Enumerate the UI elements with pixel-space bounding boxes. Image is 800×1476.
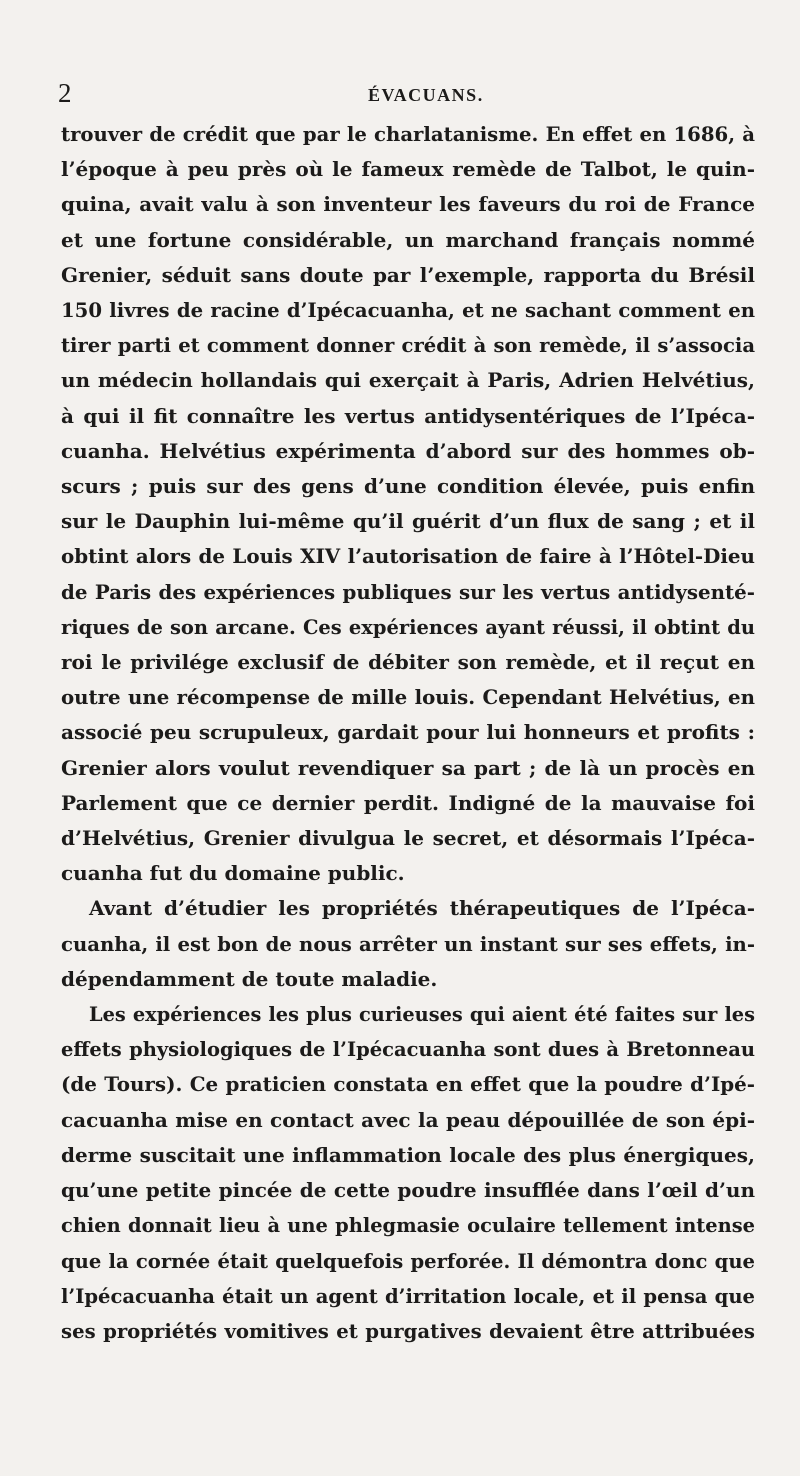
text-line: Les expériences les plus curieuses qui aient été faites sur les — [89, 1003, 755, 1027]
page-number: 2 — [58, 78, 72, 108]
text-line: sur le Dauphin lui-même qu’il guérit d’un flux de sang ; et il — [61, 509, 755, 534]
text-line: riques de son arcane. Ces expériences ayant réussi, il obtint du — [61, 615, 755, 639]
text-line: roi le privilége exclusif de débiter son remède, et il reçut en — [61, 650, 755, 675]
text-line: scurs ; puis sur des gens d’une condition élevée, puis enfin — [61, 474, 755, 499]
text-line: dépendamment de toute maladie. — [61, 966, 438, 991]
text-line: trouver de crédit que par le charlatanisme. En effet en 1686, à — [61, 123, 755, 146]
text-line: chien donnait lieu à une phlegmasie oculaire tellement intense — [61, 1214, 755, 1238]
text-line: Parlement que ce dernier perdit. Indigné de la mauvaise foi — [61, 790, 755, 815]
text-line: cuanha, il est bon de nous arrêter un instant sur ses effets, in- — [61, 932, 755, 956]
text-line: cacuanha mise en contact avec la peau dépouillée de son épi- — [61, 1107, 755, 1132]
text-line: qu’une petite pincée de cette poudre insufflée dans l’œil d’un — [61, 1178, 755, 1203]
text-line: ses propriétés vomitives et purgatives devaient être attribuées — [61, 1319, 755, 1343]
running-head: ÉVACUANS. — [368, 85, 484, 105]
text-line: Grenier, séduit sans doute par l’exemple, rapporta du Brésil — [61, 262, 755, 287]
text-line: à qui il fit connaître les vertus antidysentériques de l’Ipéca- — [61, 403, 755, 428]
text-line: effets physiologiques de l’Ipécacuanha sont dues à Bretonneau — [61, 1038, 755, 1062]
text-line: 150 livres de racine d’Ipécacuanha, et ne sachant comment en — [61, 299, 755, 323]
text-line: un médecin hollandais qui exerçait à Paris, Adrien Helvétius, — [61, 368, 755, 393]
text-line: tirer parti et comment donner crédit à son remède, il s’associa — [61, 334, 755, 358]
text-line: derme suscitait une inflammation locale des plus énergiques, — [61, 1142, 755, 1167]
text-line: et une fortune considérable, un marchand français nommé — [61, 227, 755, 252]
text-line: quina, avait valu à son inventeur les faveurs du roi de France — [61, 192, 755, 217]
text-line: l’Ipécacuanha était un agent d’irritation locale, et il pensa que — [61, 1284, 755, 1308]
page-header — [58, 78, 742, 114]
text-line: (de Tours). Ce praticien constata en effet que la poudre d’Ipé- — [61, 1072, 755, 1097]
text-line: outre une récompense de mille louis. Cependant Helvétius, en — [61, 685, 755, 710]
text-line: Grenier alors voulut revendiquer sa part ; de là un procès en — [61, 755, 755, 780]
text-line: que la cornée était quelquefois perforée. Il démontra donc que — [61, 1249, 755, 1273]
text-line: cuanha fut du domaine public. — [61, 861, 405, 886]
text-line: associé peu scrupuleux, gardait pour lui honneurs et profits : — [61, 720, 755, 745]
text-line: obtint alors de Louis XIV l’autorisation de faire à l’Hôtel-Dieu — [61, 544, 755, 569]
text-line: l’époque à peu près où le fameux remède de Talbot, le quin- — [61, 157, 755, 182]
body-text — [61, 117, 755, 1349]
text-line: cuanha. Helvétius expérimenta d’abord sur des hommes ob- — [61, 438, 755, 463]
text-line: d’Helvétius, Grenier divulgua le secret, et désormais l’Ipéca- — [61, 826, 755, 851]
text-line: Avant d’étudier les propriétés thérapeutiques de l’Ipéca- — [89, 896, 755, 921]
text-line: de Paris des expériences publiques sur les vertus antidysenté- — [61, 579, 755, 604]
